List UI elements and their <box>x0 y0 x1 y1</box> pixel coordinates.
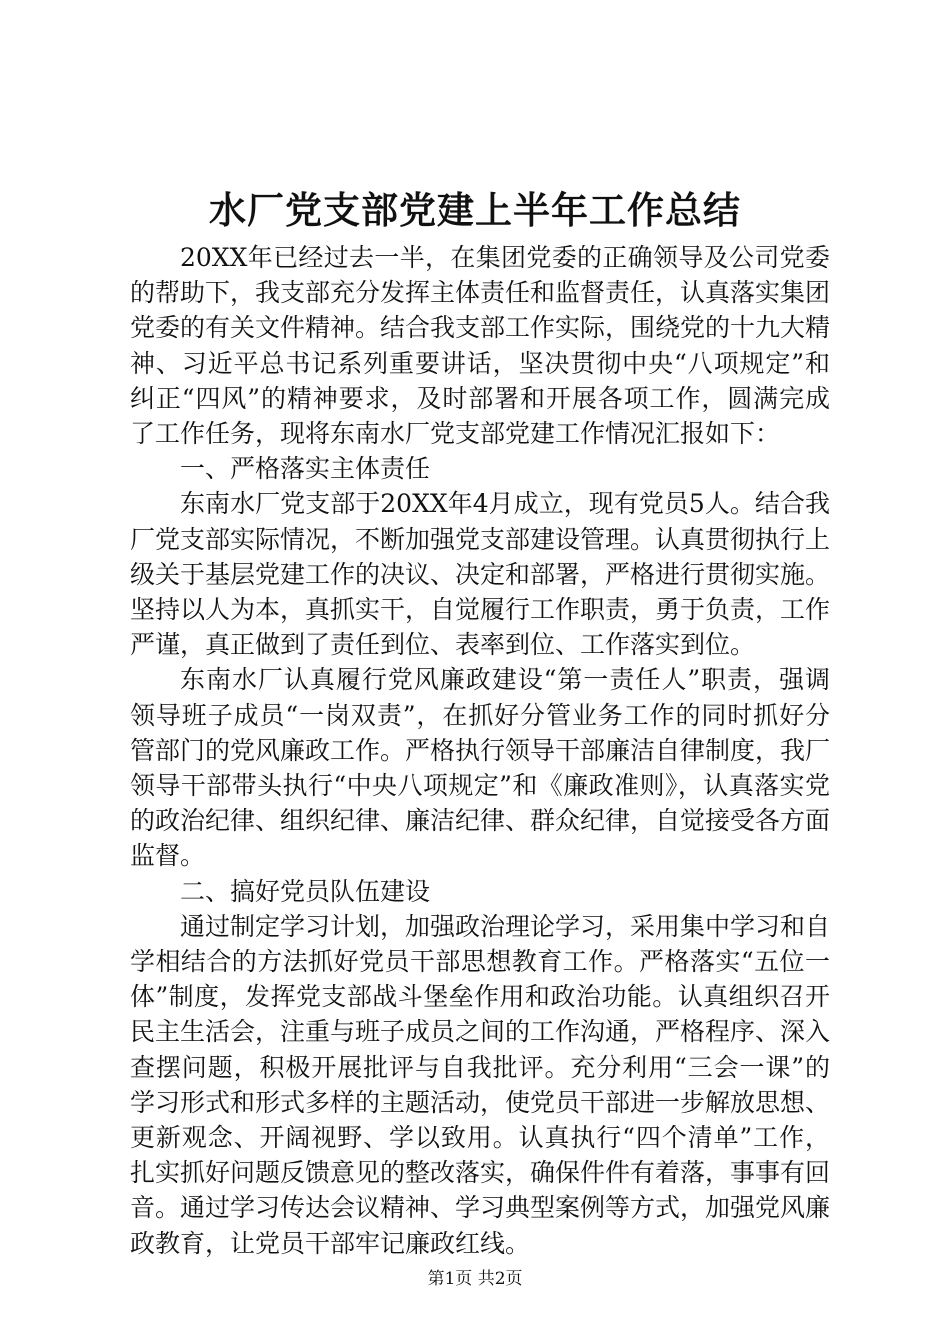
section-2-paragraph-1: 通过制定学习计划，加强政治理论学习，采用集中学习和自学相结合的方法抓好党员干部思想教育工作。严格落实“五位一体”制度，发挥党支部战斗堡垒作用和政治功能。认真组织召开民主生活会，注重与班子成员之间的工作沟通，严格程序、深入查摆问题，积极开展批评与自我批评。充分利用“三会一课”的学习形式和形式多样的主题活动，使党员干部进一步解放思想、更新观念、开阔视野、学以致用。认真执行“四个清单”工作，扎实抓好问题反馈意见的整改落实，确保件件有着落，事事有回音。通过学习传达会议精神、学习典型案例等方式，加强党风廉政教育，让党员干部牢记廉政红线。 <box>130 911 831 1258</box>
intro-paragraph: 20XX年已经过去一半，在集团党委的正确领导及公司党委的帮助下，我支部充分发挥主体责任和监督责任，认真落实集团党委的有关文件精神。结合我支部工作实际，围绕党的十九大精神、习近平总书记系列重要讲话，坚决贯彻中央“八项规定”和纠正“四风”的精神要求，及时部署和开展各项工作，圆满完成了工作任务，现将东南水厂党支部党建工作情况汇报如下： <box>130 243 831 449</box>
section-heading-2: 二、搞好党员队伍建设 <box>180 876 431 906</box>
section-heading-1: 一、严格落实主体责任 <box>180 454 431 484</box>
document-title: 水厂党支部党建上半年工作总结 <box>209 188 741 232</box>
page-number-footer: 第1页 共2页 <box>427 1269 523 1289</box>
section-1-paragraph-1: 东南水厂党支部于20XX年4月成立，现有党员5人。结合我厂党支部实际情况，不断加强党支部建设管理。认真贯彻执行上级关于基层党建工作的决议、决定和部署，严格进行贯彻实施。坚持以人为本，真抓实干，自觉履行工作职责，勇于负责，工作严谨，真正做到了责任到位、表率到位、工作落实到位。 <box>130 489 831 660</box>
document-body <box>130 240 830 1261</box>
section-1-paragraph-2: 东南水厂认真履行党风廉政建设“第一责任人”职责，强调领导班子成员“一岗双责”，在抓好分管业务工作的同时抓好分管部门的党风廉政工作。严格执行领导干部廉洁自律制度，我厂领导干部带头执行“中央八项规定”和《廉政准则》，认真落实党的政治纪律、组织纪律、廉洁纪律、群众纪律，自觉接受各方面监督。 <box>130 665 831 871</box>
